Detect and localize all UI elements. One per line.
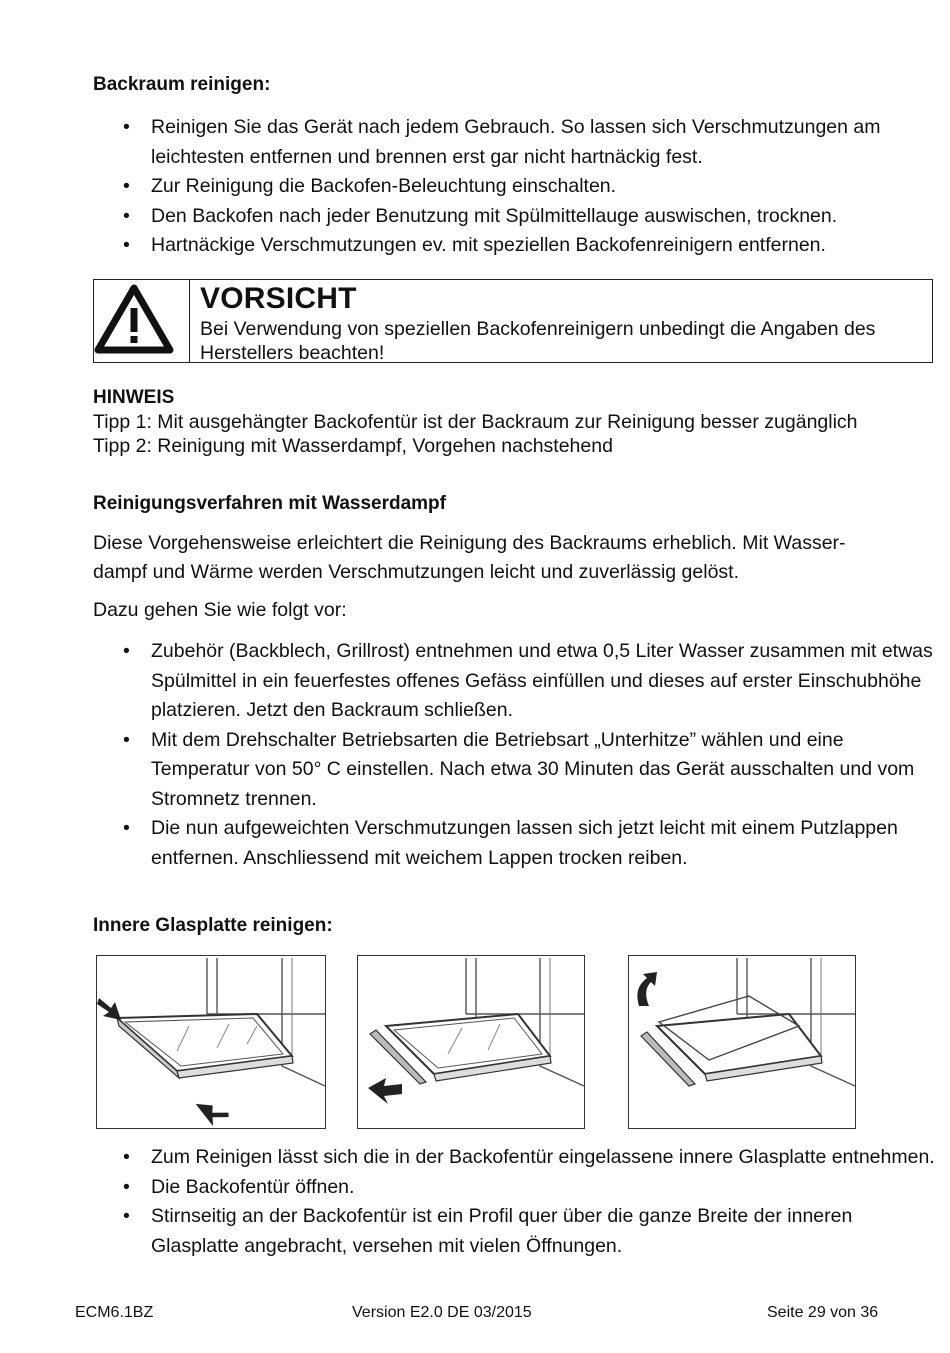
- footer-page-number: Seite 29 von 36: [767, 1304, 879, 1321]
- section-heading-dampf: Reinigungsverfahren mit Wasserdampf: [93, 493, 446, 514]
- glas-bullet-list: [93, 1143, 945, 1261]
- dampf-steps-intro: Dazu gehen Sie wie folgt vor:: [93, 599, 347, 621]
- list-item: • Zur Reinigung die Backofen-Beleuchtung einschalten.: [123, 175, 617, 197]
- dampf-intro: Diese Vorgehensweise erleichtert die Reinigung des Backraums erheblich. Mit Wasser- dampf und Wärme werden Verschmutzungen leicht und zuverlässig gelöst.: [93, 532, 846, 583]
- footer-version: Version E2.0 DE 03/2015: [352, 1304, 532, 1321]
- dampf-bullet-list: [93, 637, 945, 873]
- oven-door-figure-3: [628, 955, 856, 1129]
- warning-box: [93, 279, 933, 363]
- oven-door-figure-1: [96, 955, 326, 1129]
- list-item: • Reinigen Sie das Gerät nach jedem Gebrauch. So lassen sich Verschmutzungen am leichtesten entfernen und brennen erst gar nicht hartnäckig fest.: [123, 116, 881, 168]
- warning-title: VORSICHT: [200, 282, 357, 315]
- section-heading-backraum: Backraum reinigen:: [93, 74, 271, 95]
- hinweis-tip-2: Tipp 2: Reinigung mit Wasserdampf, Vorgehen nachstehend: [93, 435, 613, 457]
- warning-text: Bei Verwendung von speziellen Backofenreinigern unbedingt die Angaben des Herstellers beachten!: [200, 318, 876, 364]
- list-item: • Den Backofen nach jeder Benutzung mit Spülmittellauge auswischen, trocknen.: [123, 204, 838, 227]
- list-item: • Zum Reinigen lässt sich die in der Backofentür eingelassene innere Glasplatte entnehmen.: [123, 1146, 935, 1168]
- footer-model: ECM6.1BZ: [75, 1304, 154, 1321]
- backraum-bullet-list: [93, 113, 945, 261]
- warning-triangle-icon: [94, 280, 189, 364]
- hinweis-tip-1: Tipp 1: Mit ausgehängter Backofentür ist der Backraum zur Reinigung besser zugänglich: [93, 411, 858, 433]
- list-item: • Mit dem Drehschalter Betriebsarten die Betriebsart „Unterhitze” wählen und eine Temperatur von 50° C einstellen. Nach etwa 30 Minuten das Gerät ausschalten und vom Stromnetz trennen.: [123, 728, 915, 810]
- list-item: • Stirnseitig an der Backofentür ist ein Profil quer über die ganze Breite der inneren Glasplatte angebracht, versehen mit vielen Öffnungen.: [123, 1205, 853, 1257]
- list-item: • Die Backofentür öffnen.: [123, 1175, 355, 1198]
- section-heading-glas: Innere Glasplatte reinigen:: [93, 915, 333, 936]
- hinweis-title: HINWEIS: [93, 387, 175, 408]
- list-item: • Die nun aufgeweichten Verschmutzungen lassen sich jetzt leicht mit einem Putzlappen entfernen. Anschliessend mit weichem Lappen trocken reiben.: [123, 817, 898, 869]
- oven-door-figure-2: [357, 955, 585, 1129]
- list-item: • Hartnäckige Verschmutzungen ev. mit speziellen Backofenreinigern entfernen.: [123, 234, 826, 256]
- list-item: • Zubehör (Backblech, Grillrost) entnehmen und etwa 0,5 Liter Wasser zusammen mit etwas Spülmittel in ein feuerfestes offenes Gefäss einfüllen und dieses auf erster Einschubhöhe platzieren. Jetzt den Backraum schließen.: [123, 640, 933, 721]
